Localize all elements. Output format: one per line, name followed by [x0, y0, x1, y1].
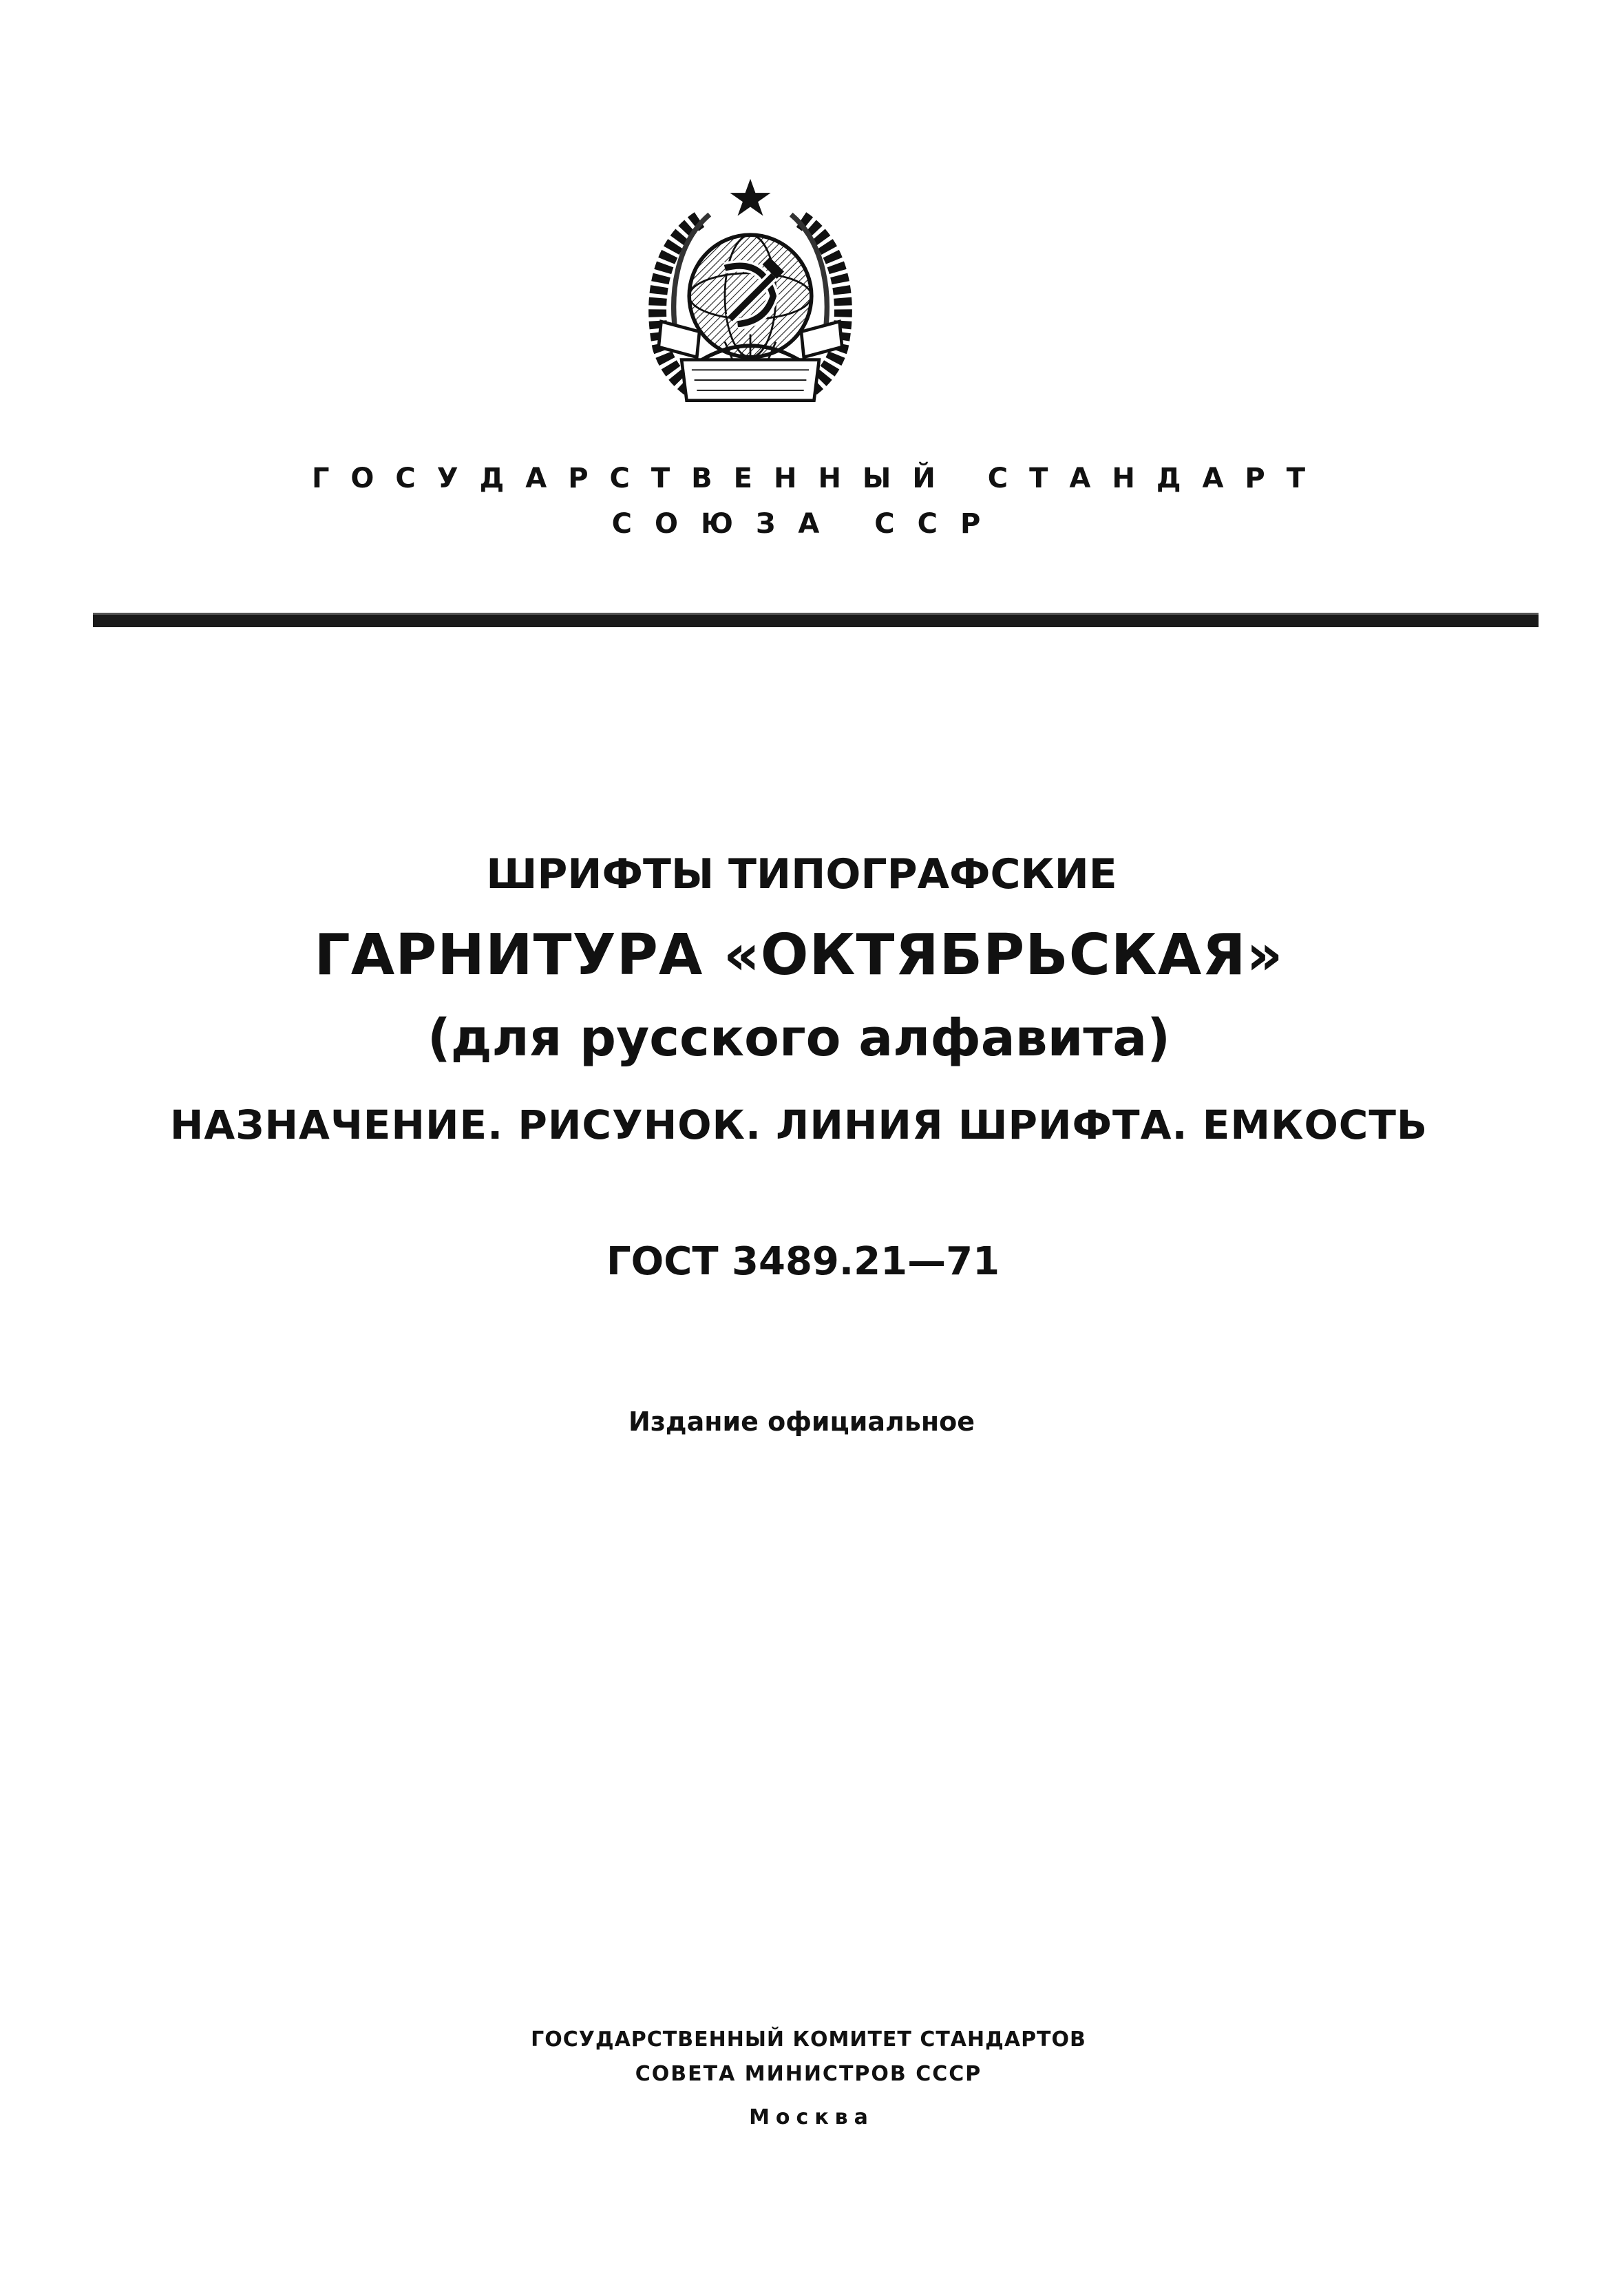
heading-divider	[93, 613, 1539, 627]
document-title: ГАРНИТУРА «ОКТЯБРЬСКАЯ»	[314, 923, 1284, 988]
document-purpose: НАЗНАЧЕНИЕ. РИСУНОК. ЛИНИЯ ШРИФТА. ЕМКОСТЬ	[169, 1102, 1428, 1148]
publisher-line1: ГОСУДАРСТВЕННЫЙ КОМИТЕТ СТАНДАРТОВ	[531, 2028, 1086, 2052]
document-series: ШРИФТЫ ТИПОГРАФСКИЕ	[486, 850, 1117, 898]
publisher-line2: СОВЕТА МИНИСТРОВ СССР	[635, 2062, 982, 2086]
document-code: ГОСТ 3489.21—71	[606, 1239, 1000, 1284]
standard-heading-line2: СОЮЗА ССР	[611, 508, 1004, 540]
standard-heading-line1: ГОСУДАРСТВЕННЫЙ СТАНДАРТ	[311, 463, 1327, 494]
publisher-city: Москва	[749, 2105, 874, 2129]
document-subtitle: (для русского алфавита)	[427, 1009, 1171, 1068]
document-edition: Издание официальное	[628, 1407, 975, 1437]
ussr-state-emblem-icon	[623, 169, 878, 423]
